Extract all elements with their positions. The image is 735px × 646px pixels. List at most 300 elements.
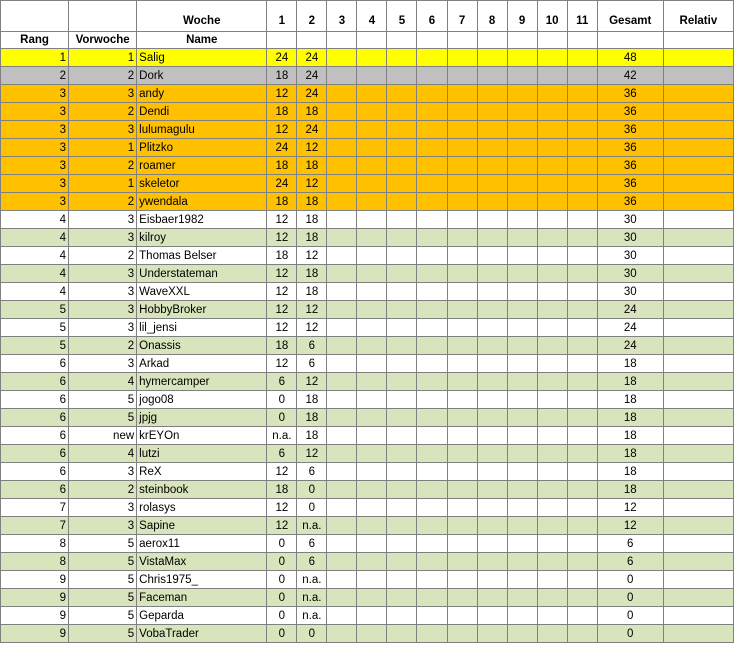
cell-week-7[interactable]: [447, 85, 477, 103]
cell-week-8[interactable]: [477, 121, 507, 139]
cell-week-3[interactable]: [327, 49, 357, 67]
cell-week-1[interactable]: 12: [267, 463, 297, 481]
cell-name[interactable]: VobaTrader: [137, 625, 267, 643]
cell-gesamt[interactable]: 36: [597, 85, 663, 103]
cell-week-7[interactable]: [447, 49, 477, 67]
cell-week-6[interactable]: [417, 67, 447, 85]
table-row[interactable]: [1, 499, 734, 517]
cell-gesamt[interactable]: 18: [597, 391, 663, 409]
table-row[interactable]: [1, 247, 734, 265]
cell-gesamt[interactable]: 30: [597, 247, 663, 265]
cell-week-11[interactable]: [567, 589, 597, 607]
cell-name[interactable]: lulumagulu: [137, 121, 267, 139]
cell-week-7[interactable]: [447, 67, 477, 85]
cell-week-5[interactable]: [387, 355, 417, 373]
cell-week-1[interactable]: 18: [267, 247, 297, 265]
cell-week-9[interactable]: [507, 283, 537, 301]
cell-week-11[interactable]: [567, 391, 597, 409]
cell-relativ[interactable]: [663, 535, 733, 553]
cell-week-2[interactable]: 18: [297, 391, 327, 409]
cell-week-3[interactable]: [327, 283, 357, 301]
cell-week-1[interactable]: 24: [267, 49, 297, 67]
cell-gesamt[interactable]: 6: [597, 553, 663, 571]
table-row[interactable]: [1, 211, 734, 229]
cell-week-9[interactable]: [507, 355, 537, 373]
cell-rang[interactable]: 5: [1, 301, 69, 319]
cell-week-7[interactable]: [447, 553, 477, 571]
cell-week-7[interactable]: [447, 211, 477, 229]
cell-week-6[interactable]: [417, 301, 447, 319]
header-gesamt[interactable]: Gesamt: [597, 1, 663, 32]
cell-week-11[interactable]: [567, 499, 597, 517]
cell-week-1[interactable]: 0: [267, 571, 297, 589]
cell-week-3[interactable]: [327, 499, 357, 517]
table-row[interactable]: [1, 319, 734, 337]
cell-week-6[interactable]: [417, 625, 447, 643]
cell-week-1[interactable]: 12: [267, 517, 297, 535]
cell-week-2[interactable]: 18: [297, 427, 327, 445]
cell-week-7[interactable]: [447, 409, 477, 427]
cell-week-11[interactable]: [567, 67, 597, 85]
cell-week-5[interactable]: [387, 319, 417, 337]
cell-week-7[interactable]: [447, 355, 477, 373]
cell-rang[interactable]: 1: [1, 49, 69, 67]
header-cell-empty[interactable]: [477, 32, 507, 49]
cell-rang[interactable]: 6: [1, 355, 69, 373]
cell-week-1[interactable]: 12: [267, 301, 297, 319]
cell-week-9[interactable]: [507, 373, 537, 391]
cell-gesamt[interactable]: 36: [597, 139, 663, 157]
header-cell-empty[interactable]: [507, 32, 537, 49]
cell-rang[interactable]: 2: [1, 67, 69, 85]
cell-gesamt[interactable]: 12: [597, 517, 663, 535]
cell-week-4[interactable]: [357, 409, 387, 427]
cell-week-11[interactable]: [567, 409, 597, 427]
cell-week-11[interactable]: [567, 229, 597, 247]
cell-week-10[interactable]: [537, 247, 567, 265]
cell-week-7[interactable]: [447, 247, 477, 265]
cell-week-11[interactable]: [567, 193, 597, 211]
cell-week-7[interactable]: [447, 319, 477, 337]
cell-week-7[interactable]: [447, 175, 477, 193]
header-week-3[interactable]: 3: [327, 1, 357, 32]
cell-week-11[interactable]: [567, 337, 597, 355]
table-row[interactable]: [1, 409, 734, 427]
cell-gesamt[interactable]: 18: [597, 355, 663, 373]
cell-week-4[interactable]: [357, 103, 387, 121]
cell-week-9[interactable]: [507, 481, 537, 499]
cell-week-6[interactable]: [417, 607, 447, 625]
cell-week-2[interactable]: 18: [297, 265, 327, 283]
cell-vorwoche[interactable]: 5: [69, 625, 137, 643]
cell-week-9[interactable]: [507, 319, 537, 337]
cell-vorwoche[interactable]: 2: [69, 157, 137, 175]
cell-week-9[interactable]: [507, 139, 537, 157]
cell-week-11[interactable]: [567, 121, 597, 139]
cell-relativ[interactable]: [663, 391, 733, 409]
cell-vorwoche[interactable]: 1: [69, 49, 137, 67]
table-row[interactable]: [1, 67, 734, 85]
cell-week-4[interactable]: [357, 193, 387, 211]
cell-week-11[interactable]: [567, 625, 597, 643]
cell-week-5[interactable]: [387, 49, 417, 67]
cell-rang[interactable]: 6: [1, 463, 69, 481]
cell-relativ[interactable]: [663, 319, 733, 337]
cell-week-8[interactable]: [477, 49, 507, 67]
cell-week-6[interactable]: [417, 247, 447, 265]
cell-relativ[interactable]: [663, 49, 733, 67]
header-week-4[interactable]: 4: [357, 1, 387, 32]
cell-week-1[interactable]: 0: [267, 391, 297, 409]
cell-week-6[interactable]: [417, 49, 447, 67]
cell-gesamt[interactable]: 30: [597, 265, 663, 283]
cell-week-11[interactable]: [567, 319, 597, 337]
cell-week-11[interactable]: [567, 265, 597, 283]
table-row[interactable]: [1, 625, 734, 643]
cell-week-2[interactable]: 0: [297, 625, 327, 643]
cell-week-10[interactable]: [537, 121, 567, 139]
cell-week-10[interactable]: [537, 193, 567, 211]
header-woche[interactable]: Woche: [137, 1, 267, 32]
cell-week-2[interactable]: 24: [297, 85, 327, 103]
cell-week-3[interactable]: [327, 229, 357, 247]
table-row[interactable]: [1, 355, 734, 373]
cell-week-9[interactable]: [507, 301, 537, 319]
cell-week-8[interactable]: [477, 193, 507, 211]
cell-vorwoche[interactable]: 2: [69, 247, 137, 265]
cell-week-6[interactable]: [417, 373, 447, 391]
cell-relativ[interactable]: [663, 571, 733, 589]
cell-week-8[interactable]: [477, 67, 507, 85]
header-week-1[interactable]: 1: [267, 1, 297, 32]
cell-gesamt[interactable]: 24: [597, 319, 663, 337]
cell-gesamt[interactable]: 48: [597, 49, 663, 67]
cell-relativ[interactable]: [663, 265, 733, 283]
cell-rang[interactable]: 6: [1, 373, 69, 391]
table-row[interactable]: [1, 139, 734, 157]
cell-week-7[interactable]: [447, 103, 477, 121]
cell-week-2[interactable]: 18: [297, 211, 327, 229]
cell-week-1[interactable]: 12: [267, 499, 297, 517]
cell-vorwoche[interactable]: 3: [69, 499, 137, 517]
cell-gesamt[interactable]: 0: [597, 625, 663, 643]
cell-week-10[interactable]: [537, 373, 567, 391]
cell-rang[interactable]: 4: [1, 283, 69, 301]
cell-week-1[interactable]: 12: [267, 265, 297, 283]
cell-vorwoche[interactable]: 5: [69, 391, 137, 409]
cell-week-5[interactable]: [387, 337, 417, 355]
cell-week-7[interactable]: [447, 607, 477, 625]
cell-week-9[interactable]: [507, 247, 537, 265]
cell-rang[interactable]: 6: [1, 445, 69, 463]
cell-vorwoche[interactable]: 3: [69, 85, 137, 103]
cell-week-3[interactable]: [327, 265, 357, 283]
cell-week-11[interactable]: [567, 157, 597, 175]
cell-week-11[interactable]: [567, 301, 597, 319]
cell-week-3[interactable]: [327, 481, 357, 499]
cell-name[interactable]: rolasys: [137, 499, 267, 517]
cell-week-4[interactable]: [357, 445, 387, 463]
table-row[interactable]: [1, 589, 734, 607]
cell-vorwoche[interactable]: 2: [69, 481, 137, 499]
cell-rang[interactable]: 3: [1, 175, 69, 193]
cell-week-6[interactable]: [417, 481, 447, 499]
cell-rang[interactable]: 8: [1, 553, 69, 571]
cell-week-11[interactable]: [567, 85, 597, 103]
cell-week-5[interactable]: [387, 409, 417, 427]
cell-week-9[interactable]: [507, 121, 537, 139]
cell-week-7[interactable]: [447, 391, 477, 409]
header-cell-empty[interactable]: [663, 32, 733, 49]
cell-week-4[interactable]: [357, 319, 387, 337]
cell-gesamt[interactable]: 24: [597, 301, 663, 319]
cell-week-4[interactable]: [357, 265, 387, 283]
table-row[interactable]: [1, 517, 734, 535]
cell-week-10[interactable]: [537, 337, 567, 355]
cell-week-1[interactable]: 18: [267, 157, 297, 175]
cell-gesamt[interactable]: 18: [597, 427, 663, 445]
cell-rang[interactable]: 9: [1, 589, 69, 607]
cell-week-4[interactable]: [357, 481, 387, 499]
cell-relativ[interactable]: [663, 229, 733, 247]
cell-week-4[interactable]: [357, 229, 387, 247]
cell-week-3[interactable]: [327, 85, 357, 103]
cell-week-6[interactable]: [417, 175, 447, 193]
cell-name[interactable]: lil_jensi: [137, 319, 267, 337]
header-cell-empty[interactable]: [267, 32, 297, 49]
cell-relativ[interactable]: [663, 553, 733, 571]
cell-week-7[interactable]: [447, 373, 477, 391]
cell-rang[interactable]: 6: [1, 391, 69, 409]
cell-vorwoche[interactable]: 3: [69, 301, 137, 319]
cell-name[interactable]: Sapine: [137, 517, 267, 535]
cell-relativ[interactable]: [663, 463, 733, 481]
cell-vorwoche[interactable]: new: [69, 427, 137, 445]
cell-week-8[interactable]: [477, 103, 507, 121]
cell-name[interactable]: WaveXXL: [137, 283, 267, 301]
cell-vorwoche[interactable]: 5: [69, 535, 137, 553]
cell-week-3[interactable]: [327, 409, 357, 427]
cell-week-3[interactable]: [327, 463, 357, 481]
cell-week-7[interactable]: [447, 427, 477, 445]
cell-week-5[interactable]: [387, 85, 417, 103]
cell-week-3[interactable]: [327, 445, 357, 463]
cell-name[interactable]: Thomas Belser: [137, 247, 267, 265]
cell-week-10[interactable]: [537, 481, 567, 499]
cell-rang[interactable]: 9: [1, 607, 69, 625]
cell-week-6[interactable]: [417, 535, 447, 553]
cell-vorwoche[interactable]: 3: [69, 211, 137, 229]
cell-week-1[interactable]: 12: [267, 211, 297, 229]
cell-relativ[interactable]: [663, 427, 733, 445]
cell-week-10[interactable]: [537, 535, 567, 553]
cell-gesamt[interactable]: 6: [597, 535, 663, 553]
table-row[interactable]: [1, 463, 734, 481]
cell-week-1[interactable]: 12: [267, 319, 297, 337]
cell-week-8[interactable]: [477, 607, 507, 625]
cell-week-3[interactable]: [327, 121, 357, 139]
cell-relativ[interactable]: [663, 85, 733, 103]
cell-vorwoche[interactable]: 5: [69, 589, 137, 607]
cell-gesamt[interactable]: 0: [597, 571, 663, 589]
cell-week-3[interactable]: [327, 391, 357, 409]
cell-week-6[interactable]: [417, 121, 447, 139]
cell-week-11[interactable]: [567, 49, 597, 67]
cell-vorwoche[interactable]: 3: [69, 355, 137, 373]
cell-week-4[interactable]: [357, 49, 387, 67]
cell-week-7[interactable]: [447, 499, 477, 517]
header-week-7[interactable]: 7: [447, 1, 477, 32]
cell-week-2[interactable]: 0: [297, 481, 327, 499]
cell-week-8[interactable]: [477, 625, 507, 643]
cell-week-9[interactable]: [507, 103, 537, 121]
table-row[interactable]: [1, 175, 734, 193]
cell-week-8[interactable]: [477, 229, 507, 247]
cell-week-1[interactable]: 12: [267, 121, 297, 139]
header-week-11[interactable]: 11: [567, 1, 597, 32]
cell-week-10[interactable]: [537, 175, 567, 193]
cell-name[interactable]: hymercamper: [137, 373, 267, 391]
cell-week-8[interactable]: [477, 337, 507, 355]
cell-week-4[interactable]: [357, 499, 387, 517]
cell-week-5[interactable]: [387, 427, 417, 445]
header-cell-empty[interactable]: [297, 32, 327, 49]
table-row[interactable]: [1, 535, 734, 553]
cell-week-2[interactable]: 12: [297, 319, 327, 337]
cell-week-6[interactable]: [417, 337, 447, 355]
cell-week-10[interactable]: [537, 409, 567, 427]
cell-rang[interactable]: 3: [1, 103, 69, 121]
cell-name[interactable]: Onassis: [137, 337, 267, 355]
cell-week-3[interactable]: [327, 373, 357, 391]
table-row[interactable]: [1, 103, 734, 121]
cell-relativ[interactable]: [663, 517, 733, 535]
cell-week-6[interactable]: [417, 391, 447, 409]
cell-vorwoche[interactable]: 3: [69, 283, 137, 301]
cell-week-5[interactable]: [387, 517, 417, 535]
cell-week-5[interactable]: [387, 247, 417, 265]
cell-relativ[interactable]: [663, 139, 733, 157]
cell-week-5[interactable]: [387, 229, 417, 247]
cell-week-8[interactable]: [477, 247, 507, 265]
cell-week-2[interactable]: 6: [297, 535, 327, 553]
table-row[interactable]: [1, 337, 734, 355]
cell-relativ[interactable]: [663, 211, 733, 229]
cell-relativ[interactable]: [663, 355, 733, 373]
cell-relativ[interactable]: [663, 445, 733, 463]
cell-week-2[interactable]: 6: [297, 553, 327, 571]
table-row[interactable]: [1, 301, 734, 319]
cell-rang[interactable]: 9: [1, 571, 69, 589]
cell-week-4[interactable]: [357, 607, 387, 625]
cell-relativ[interactable]: [663, 499, 733, 517]
cell-week-3[interactable]: [327, 571, 357, 589]
cell-week-10[interactable]: [537, 625, 567, 643]
cell-gesamt[interactable]: 30: [597, 283, 663, 301]
cell-week-10[interactable]: [537, 445, 567, 463]
cell-week-5[interactable]: [387, 265, 417, 283]
cell-rang[interactable]: 5: [1, 319, 69, 337]
cell-week-7[interactable]: [447, 463, 477, 481]
cell-vorwoche[interactable]: 2: [69, 337, 137, 355]
cell-week-8[interactable]: [477, 445, 507, 463]
cell-vorwoche[interactable]: 3: [69, 319, 137, 337]
cell-week-10[interactable]: [537, 265, 567, 283]
cell-week-3[interactable]: [327, 589, 357, 607]
cell-week-11[interactable]: [567, 463, 597, 481]
cell-week-9[interactable]: [507, 571, 537, 589]
cell-week-10[interactable]: [537, 571, 567, 589]
cell-name[interactable]: Dendi: [137, 103, 267, 121]
cell-vorwoche[interactable]: 5: [69, 409, 137, 427]
cell-week-4[interactable]: [357, 391, 387, 409]
table-row[interactable]: [1, 607, 734, 625]
cell-gesamt[interactable]: 18: [597, 409, 663, 427]
cell-week-10[interactable]: [537, 607, 567, 625]
cell-week-6[interactable]: [417, 193, 447, 211]
header-cell-empty[interactable]: [327, 32, 357, 49]
header-cell-empty[interactable]: [447, 32, 477, 49]
cell-week-3[interactable]: [327, 607, 357, 625]
cell-rang[interactable]: 3: [1, 157, 69, 175]
cell-week-1[interactable]: 0: [267, 589, 297, 607]
cell-week-5[interactable]: [387, 481, 417, 499]
cell-week-1[interactable]: 0: [267, 625, 297, 643]
cell-rang[interactable]: 4: [1, 229, 69, 247]
cell-name[interactable]: Faceman: [137, 589, 267, 607]
cell-week-11[interactable]: [567, 427, 597, 445]
cell-name[interactable]: VistaMax: [137, 553, 267, 571]
header-cell-empty[interactable]: [597, 32, 663, 49]
cell-week-6[interactable]: [417, 85, 447, 103]
cell-gesamt[interactable]: 18: [597, 445, 663, 463]
cell-week-1[interactable]: 18: [267, 193, 297, 211]
cell-week-8[interactable]: [477, 211, 507, 229]
cell-week-2[interactable]: 18: [297, 157, 327, 175]
cell-week-9[interactable]: [507, 49, 537, 67]
cell-week-6[interactable]: [417, 265, 447, 283]
cell-gesamt[interactable]: 18: [597, 373, 663, 391]
table-row[interactable]: [1, 265, 734, 283]
cell-week-5[interactable]: [387, 553, 417, 571]
cell-week-3[interactable]: [327, 337, 357, 355]
cell-week-6[interactable]: [417, 157, 447, 175]
header-vorwoche[interactable]: Vorwoche: [69, 32, 137, 49]
cell-week-3[interactable]: [327, 247, 357, 265]
cell-week-9[interactable]: [507, 517, 537, 535]
cell-week-2[interactable]: n.a.: [297, 517, 327, 535]
cell-week-9[interactable]: [507, 211, 537, 229]
cell-week-8[interactable]: [477, 409, 507, 427]
header-cell-empty[interactable]: [387, 32, 417, 49]
cell-rang[interactable]: 6: [1, 409, 69, 427]
cell-week-10[interactable]: [537, 103, 567, 121]
cell-week-9[interactable]: [507, 463, 537, 481]
cell-vorwoche[interactable]: 1: [69, 175, 137, 193]
cell-name[interactable]: Dork: [137, 67, 267, 85]
cell-name[interactable]: Arkad: [137, 355, 267, 373]
cell-week-11[interactable]: [567, 355, 597, 373]
cell-week-6[interactable]: [417, 571, 447, 589]
cell-name[interactable]: Chris1975_: [137, 571, 267, 589]
cell-week-2[interactable]: 18: [297, 193, 327, 211]
cell-week-6[interactable]: [417, 589, 447, 607]
cell-week-5[interactable]: [387, 625, 417, 643]
cell-rang[interactable]: 7: [1, 499, 69, 517]
cell-relativ[interactable]: [663, 481, 733, 499]
cell-week-3[interactable]: [327, 535, 357, 553]
cell-week-1[interactable]: 18: [267, 337, 297, 355]
